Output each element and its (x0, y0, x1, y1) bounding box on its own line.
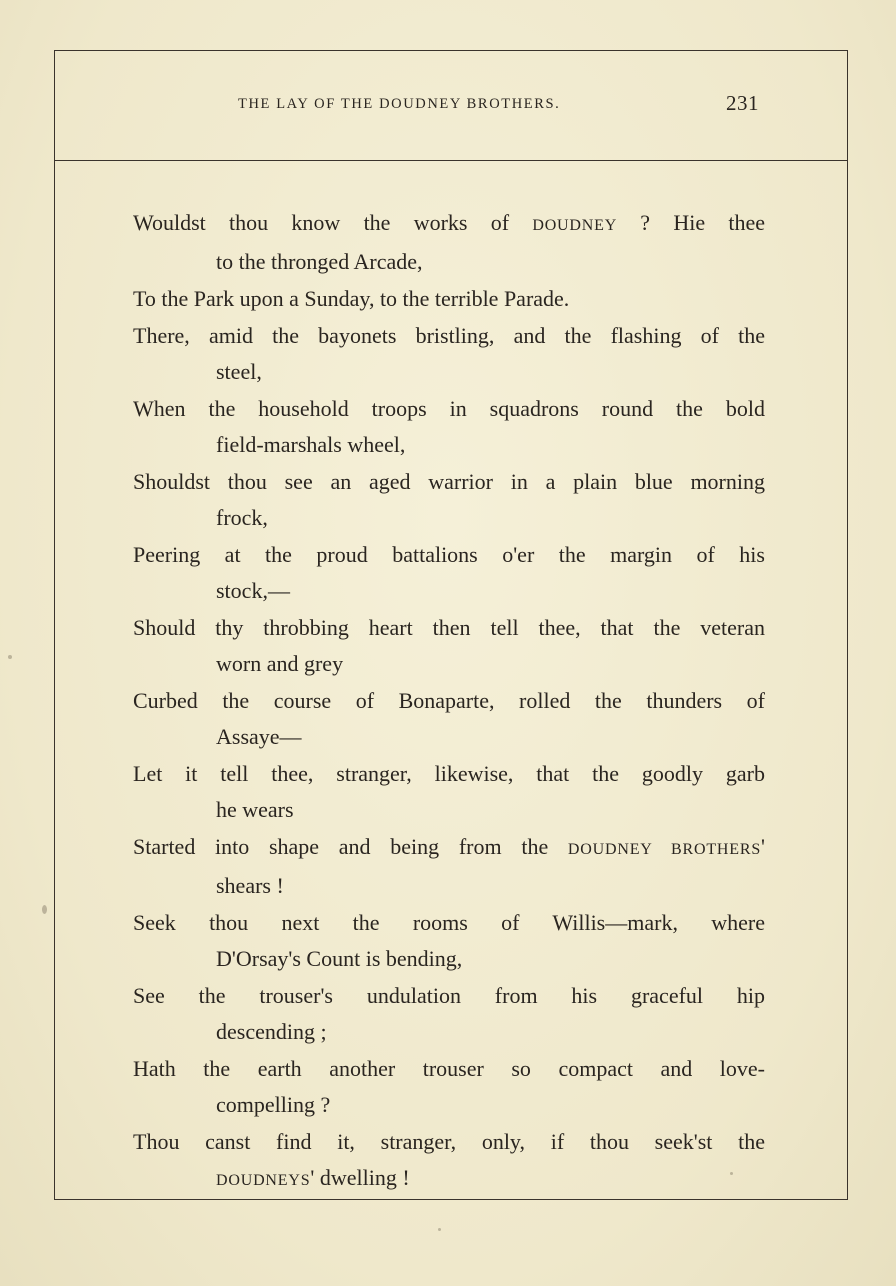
verse-line: Should thy throbbing heart then tell thee, that the veteran (133, 615, 765, 640)
verse-line: To the Park upon a Sunday, to the terrible Parade. (133, 286, 570, 311)
verse-continuation: frock, (216, 505, 268, 530)
verse (133, 205, 765, 280)
verse-continuation: DOUDNEYS' dwelling ! (216, 1165, 410, 1190)
verse (133, 391, 765, 463)
verse-continuation: stock,— (216, 578, 290, 603)
verse-continuation: worn and grey (216, 651, 344, 676)
small-caps-name: DOUDNEY BROTHERS (567, 841, 762, 858)
verse-line: There, amid the bayonets bristling, and the flashing of the (133, 323, 765, 348)
verse (133, 537, 765, 609)
verse (133, 905, 765, 977)
page-number: 231 (726, 91, 759, 115)
verse-continuation: Assaye— (216, 724, 302, 749)
verse-continuation: he wears (216, 797, 294, 822)
paper-speck (8, 655, 12, 659)
verse-continuation: compelling ? (216, 1092, 331, 1117)
poem-body (133, 205, 765, 1200)
verse-continuation: shears ! (216, 873, 284, 898)
verse-line: Thou canst find it, stranger, only, if thou seek'st the (133, 1129, 765, 1154)
verse (133, 281, 765, 317)
verse (133, 978, 765, 1050)
verse-continuation: field-marshals wheel, (216, 432, 406, 457)
verse-continuation: descending ; (216, 1019, 327, 1044)
verse (133, 1051, 765, 1123)
verse-line: Let it tell thee, stranger, likewise, that the goodly garb (133, 761, 765, 786)
verse (133, 464, 765, 536)
running-head: THE LAY OF THE DOUDNEY BROTHERS. (238, 96, 561, 112)
verse (133, 1124, 765, 1199)
verse-line: Seek thou next the rooms of Willis—mark, where (133, 910, 765, 935)
verse-line: Peering at the proud battalions o'er the margin of his (133, 542, 765, 567)
verse-line: Started into shape and being from the DOUDNEY BROTHERS' (133, 834, 765, 859)
header-rule (54, 160, 848, 161)
verse-line: Wouldst thou know the works of DOUDNEY ? Hie thee (133, 210, 765, 235)
small-caps-name: DOUDNEYS (216, 1172, 311, 1189)
verse-line: Shouldst thou see an aged warrior in a plain blue morning (133, 469, 765, 494)
verse-line: See the trouser's undulation from his graceful hip (133, 983, 765, 1008)
verse-line: Hath the earth another trouser so compact and love- (133, 1056, 765, 1081)
verse (133, 829, 765, 904)
verse (133, 683, 765, 755)
paper-speck (730, 1172, 733, 1175)
paper-speck (438, 1228, 441, 1231)
verse-continuation: to the thronged Arcade, (216, 249, 423, 274)
verse-line: Curbed the course of Bonaparte, rolled the thunders of (133, 688, 765, 713)
verse (133, 318, 765, 390)
verse-continuation: steel, (216, 359, 262, 384)
verse-continuation: D'Orsay's Count is bending, (216, 946, 463, 971)
verse (133, 610, 765, 682)
paper-speck (42, 905, 47, 914)
verse-line: When the household troops in squadrons round the bold (133, 396, 765, 421)
small-caps-name: DOUDNEY (532, 217, 618, 234)
verse (133, 756, 765, 828)
